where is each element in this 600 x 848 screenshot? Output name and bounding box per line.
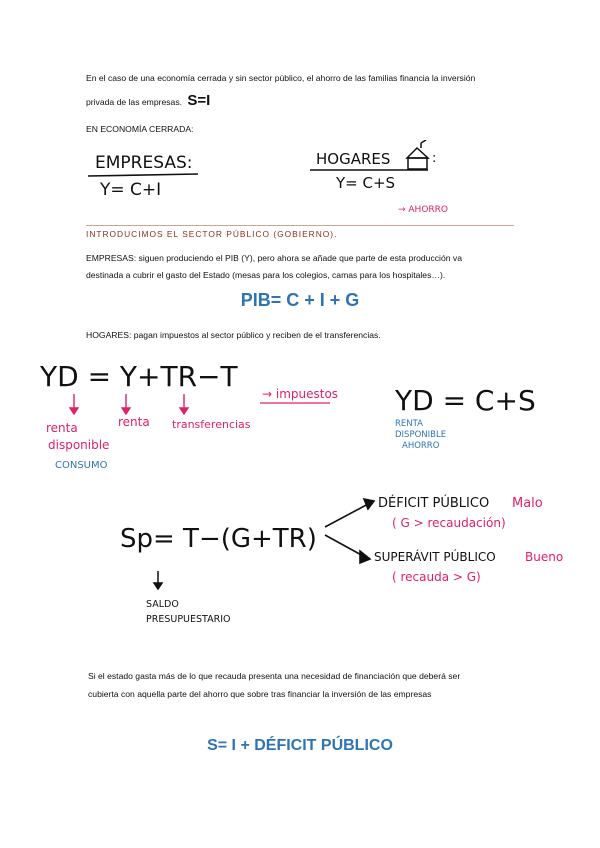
intro-line-2 (86, 90, 210, 113)
hogares-title: HOGARES (316, 150, 391, 168)
empresas-text-line-1: EMPRESAS: siguen produciendo el PIB (Y), pero ahora se añade que parte de esta producción va (86, 253, 462, 263)
section-heading: INTRODUCIMOS EL SECTOR PÚBLICO (GOBIERNO). (86, 229, 338, 239)
final-formula: S= I + DÉFICIT PÚBLICO (207, 737, 393, 754)
deficit-label: DÉFICIT PÚBLICO (378, 496, 490, 511)
ahorro-caps-label: AHORRO (402, 441, 440, 451)
saldo-arrow (154, 571, 162, 589)
deficit-eval: Malo (512, 496, 543, 511)
disposable-income-notes (0, 350, 600, 480)
closed-economy-notes (0, 140, 600, 220)
saldo-label-1: SALDO (146, 599, 179, 610)
empresas-title: EMPRESAS: (95, 153, 193, 173)
impuestos-annotation: → impuestos (262, 387, 339, 401)
superavit-label: SUPERÁVIT PÚBLICO (374, 550, 496, 564)
intro-equation: S=I (187, 92, 211, 109)
superavit-eval: Bueno (525, 550, 564, 564)
yd-equation-2: YD = C+S (395, 384, 536, 417)
public-saving-notes (0, 485, 600, 630)
empresas-text-line-2: destinada a cubrir el gasto del Estado (mesas para los colegios, camas para los hospitales…). (86, 270, 446, 280)
annotation-arrows (70, 394, 188, 414)
closed-economy-heading: EN ECONOMÍA CERRADA: (86, 124, 194, 134)
empresas-equation: Y= C+I (100, 180, 162, 200)
consumo-label: CONSUMO (55, 460, 108, 471)
sp-equation: Sp= T−(G+TR) (120, 524, 317, 554)
renta-disponible-label-1: renta (46, 421, 78, 435)
renta-disponible-label-2: disponible (48, 438, 110, 452)
branch-arrows (325, 499, 374, 563)
final-text-line-2: cubierta con aquella parte del ahorro que sobre tras financiar la inversión de las empresas (88, 689, 432, 699)
final-text-line-1: Si el estado gasta más de lo que recauda presenta una necesidad de financiación que deberá ser (88, 671, 461, 681)
transferencias-label: transferencias (172, 418, 251, 431)
renta-caps-label: RENTA (395, 419, 423, 429)
hogares-equation: Y= C+S (336, 174, 396, 192)
yd-equation: YD = Y+TR−T (40, 360, 238, 393)
pib-formula: PIB= C + I + G (240, 290, 360, 310)
deficit-condition: ( G > recaudación) (392, 516, 506, 530)
superavit-condition: ( recauda > G) (392, 570, 481, 584)
intro-line-1: En el caso de una economía cerrada y sin sector público, el ahorro de las familias financia la inversión (86, 73, 476, 83)
section-divider (86, 225, 514, 226)
renta-label: renta (118, 415, 150, 429)
empresas-underline (88, 174, 198, 176)
svg-text::: : (432, 151, 437, 166)
saldo-label-2: PRESUPUESTARIO (146, 614, 231, 625)
hogares-text: HOGARES: pagan impuestos al sector público y reciben de el transferencias. (86, 330, 381, 340)
intro-line-2-text: privada de las empresas. (86, 97, 183, 107)
ahorro-annotation: → AHORRO (398, 205, 449, 215)
disponible-caps-label: DISPONIBLE (395, 430, 447, 440)
house-icon (407, 140, 428, 169)
